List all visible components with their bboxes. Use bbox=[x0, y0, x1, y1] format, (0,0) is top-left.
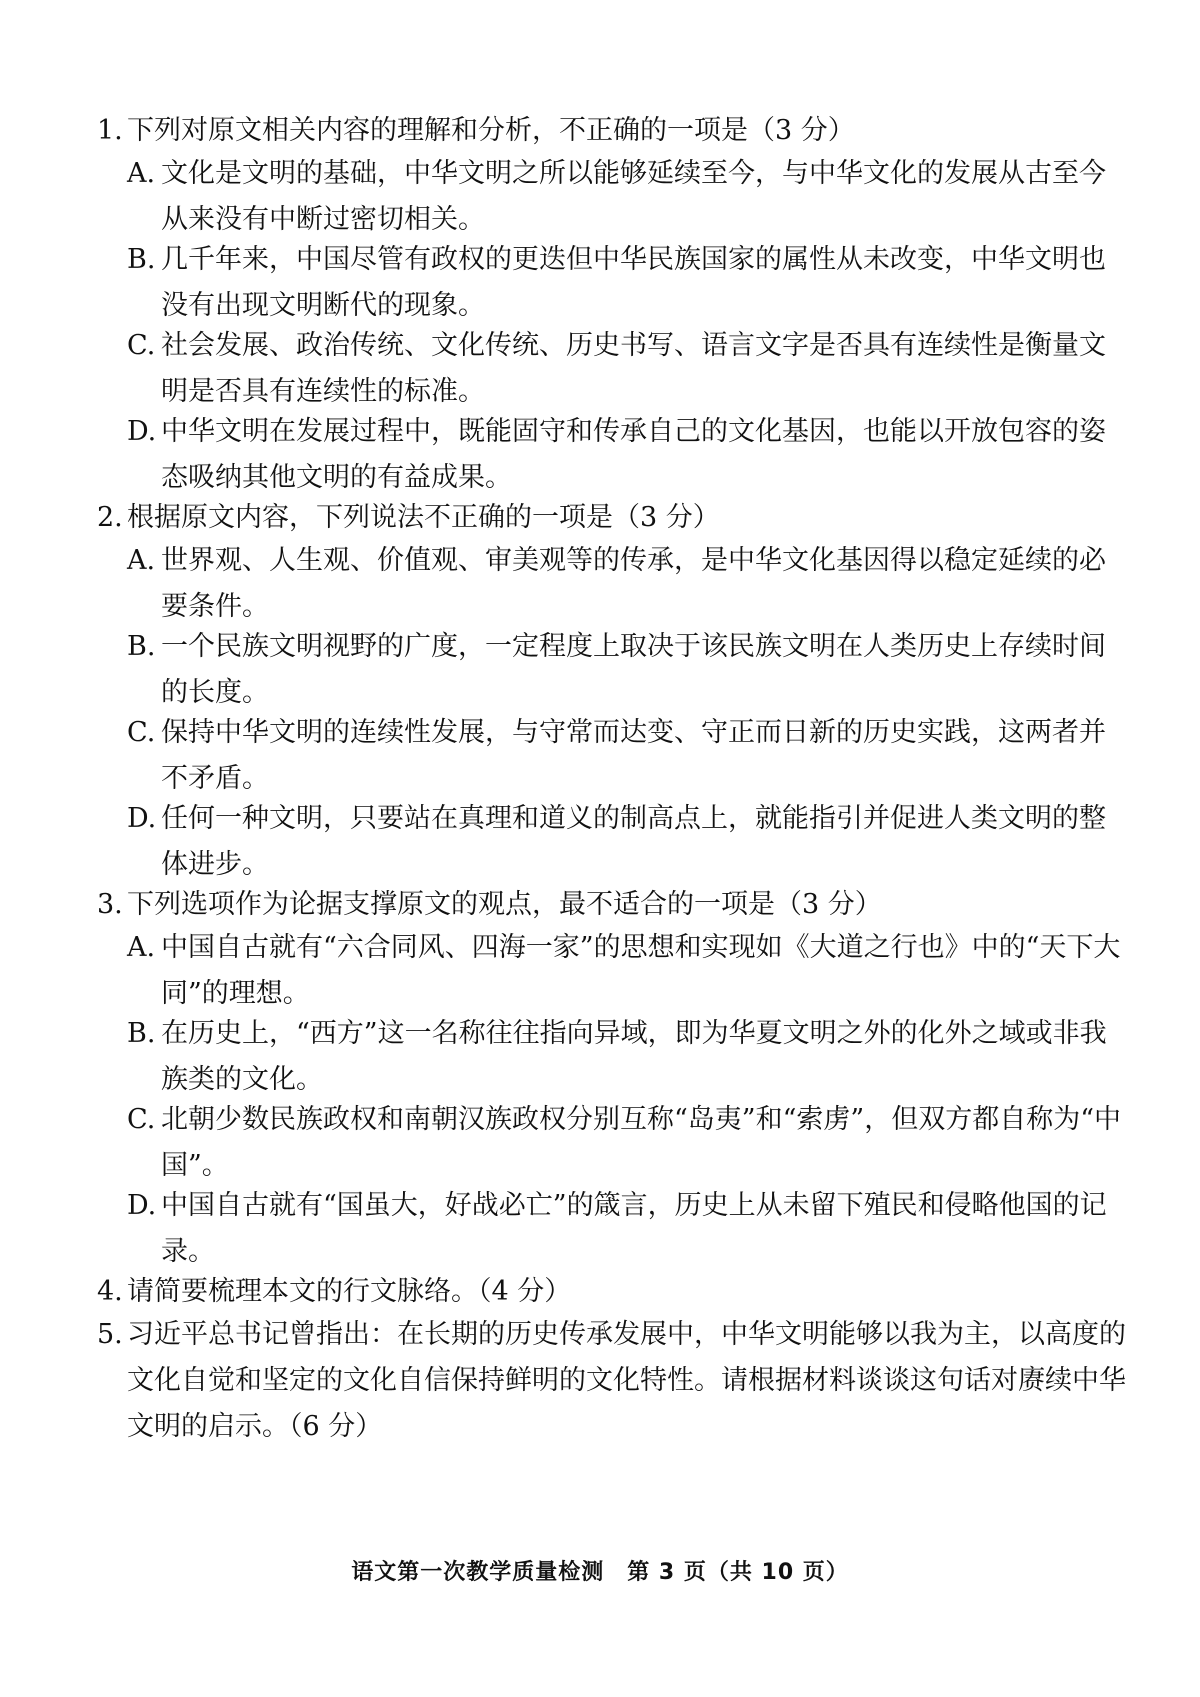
option-text: 一个民族文明视野的广度，一定程度上取决于该民族文明在人类历史上存续时间的长度。 bbox=[161, 631, 1106, 708]
question-text: 请简要梳理本文的行文脉络。（4 分） bbox=[127, 1276, 572, 1307]
option-letter: D. bbox=[127, 416, 157, 447]
option-letter: B. bbox=[127, 244, 156, 275]
question-text: 下列选项作为论据支撑原文的观点，最不适合的一项是（3 分） bbox=[127, 889, 882, 920]
option-letter: C. bbox=[127, 1104, 156, 1135]
option-text: 在历史上，“西方”这一名称往往指向异域，即为华夏文明之外的化外之域或非我族类的文化。 bbox=[161, 1018, 1107, 1095]
question-1-option-c bbox=[127, 323, 1127, 415]
question-2-option-d bbox=[127, 796, 1127, 888]
option-letter: B. bbox=[127, 1018, 156, 1049]
option-letter: C. bbox=[127, 717, 156, 748]
option-text: 保持中华文明的连续性发展，与守常而达变、守正而日新的历史实践，这两者并不矛盾。 bbox=[161, 717, 1106, 794]
option-letter: D. bbox=[127, 803, 157, 834]
question-2-option-c bbox=[127, 710, 1127, 802]
question-3-option-d bbox=[127, 1183, 1127, 1275]
option-letter: A. bbox=[127, 932, 156, 963]
question-text: 下列对原文相关内容的理解和分析，不正确的一项是（3 分） bbox=[127, 115, 855, 146]
option-text: 任何一种文明，只要站在真理和道义的制高点上，就能指引并促进人类文明的整体进步。 bbox=[161, 803, 1106, 880]
option-text: 中国自古就有“国虽大，好战必亡”的箴言，历史上从未留下殖民和侵略他国的记录。 bbox=[161, 1190, 1107, 1267]
option-text: 社会发展、政治传统、文化传统、历史书写、语言文字是否具有连续性是衡量文明是否具有连续性的标准。 bbox=[161, 330, 1106, 407]
option-letter: A. bbox=[127, 158, 156, 189]
option-letter: D. bbox=[127, 1190, 157, 1221]
question-1-stem bbox=[97, 108, 1127, 154]
question-3-stem bbox=[97, 882, 1127, 928]
option-letter: B. bbox=[127, 631, 156, 662]
question-4-stem bbox=[97, 1269, 1127, 1315]
question-3-option-b bbox=[127, 1011, 1127, 1103]
question-number: 5. bbox=[97, 1319, 123, 1350]
question-2-option-b bbox=[127, 624, 1127, 716]
question-text: 根据原文内容，下列说法不正确的一项是（3 分） bbox=[127, 502, 720, 533]
question-text: 习近平总书记曾指出：在长期的历史传承发展中，中华文明能够以我为主，以高度的文化自觉和坚定的文化自信保持鲜明的文化特性。请根据材料谈谈这句话对赓续中华文明的启示。（6 分） bbox=[127, 1319, 1126, 1442]
question-1-option-d bbox=[127, 409, 1127, 501]
question-number: 1. bbox=[97, 115, 123, 146]
option-letter: C. bbox=[127, 330, 156, 361]
question-3-option-a bbox=[127, 925, 1127, 1017]
option-text: 中国自古就有“六合同风、四海一家”的思想和实现如《大道之行也》中的“天下大同”的理想。 bbox=[161, 932, 1121, 1009]
question-2-stem bbox=[97, 495, 1127, 541]
option-text: 文化是文明的基础，中华文明之所以能够延续至今，与中华文化的发展从古至今从来没有中断过密切相关。 bbox=[161, 158, 1106, 235]
question-number: 2. bbox=[97, 502, 123, 533]
question-5-stem bbox=[97, 1312, 1127, 1450]
question-3-option-c bbox=[127, 1097, 1127, 1189]
question-number: 3. bbox=[97, 889, 123, 920]
question-1-option-b bbox=[127, 237, 1127, 329]
option-text: 北朝少数民族政权和南朝汉族政权分别互称“岛夷”和“索虏”，但双方都自称为“中国”。 bbox=[161, 1104, 1122, 1181]
question-number: 4. bbox=[97, 1276, 123, 1307]
option-text: 中华文明在发展过程中，既能固守和传承自己的文化基因，也能以开放包容的姿态吸纳其他文明的有益成果。 bbox=[161, 416, 1106, 493]
option-text: 几千年来，中国尽管有政权的更迭但中华民族国家的属性从未改变，中华文明也没有出现文明断代的现象。 bbox=[161, 244, 1106, 321]
option-letter: A. bbox=[127, 545, 156, 576]
question-2-option-a bbox=[127, 538, 1127, 630]
option-text: 世界观、人生观、价值观、审美观等的传承，是中华文化基因得以稳定延续的必要条件。 bbox=[161, 545, 1106, 622]
page-footer: 语文第一次教学质量检测 第 3 页（共 10 页） bbox=[351, 1560, 849, 1585]
question-1-option-a bbox=[127, 151, 1127, 243]
